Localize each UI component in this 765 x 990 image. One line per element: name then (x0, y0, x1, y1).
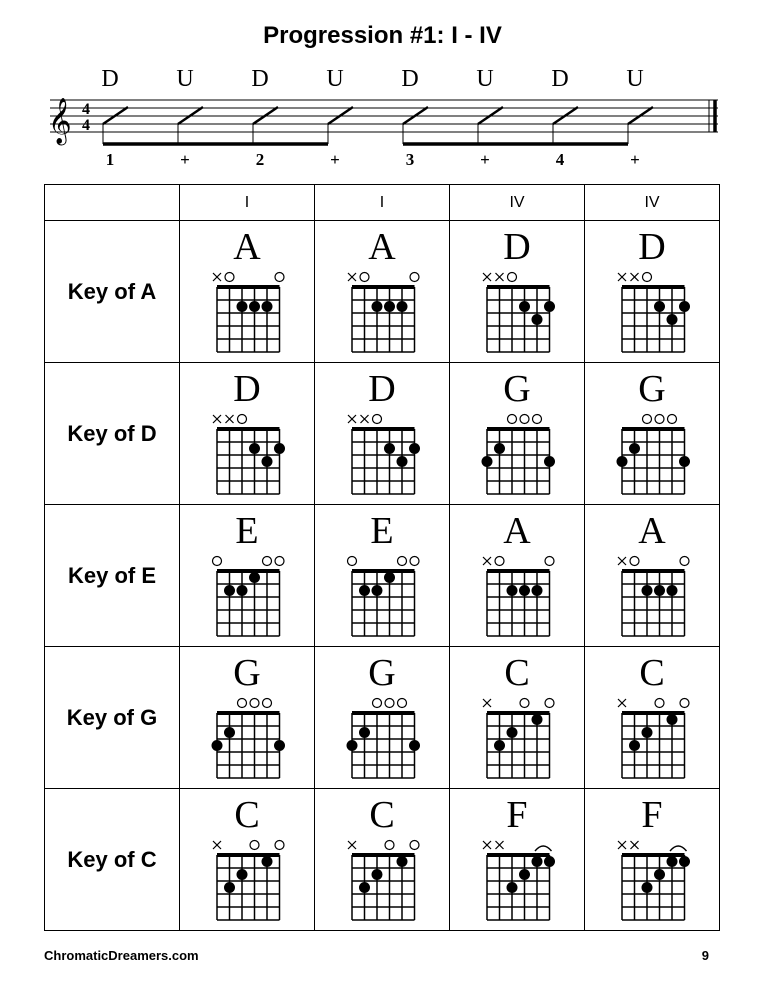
open-string-icon (275, 273, 284, 282)
finger-dot (667, 314, 678, 325)
chord-cell (585, 647, 720, 789)
chord-name: G (233, 652, 261, 694)
open-string-icon (398, 699, 407, 708)
chord-cell (180, 363, 315, 505)
count-label: + (180, 150, 190, 169)
chord-diagram (585, 647, 719, 788)
open-string-icon (275, 557, 284, 566)
count-label: 4 (555, 150, 565, 169)
chord-diagram (180, 647, 314, 788)
page-number: 9 (701, 948, 709, 963)
finger-dot (262, 856, 273, 867)
open-string-icon (520, 415, 529, 424)
chord-name: C (504, 652, 530, 694)
chord-cell (180, 789, 315, 931)
open-string-icon (508, 415, 517, 424)
key-label: Key of C (45, 789, 180, 931)
header-degree: I (180, 185, 315, 221)
header-row (45, 185, 720, 221)
chord-diagram (315, 789, 449, 930)
chord-diagram (585, 363, 719, 504)
finger-dot (359, 882, 370, 893)
key-label: Key of D (45, 363, 180, 505)
finger-dot (249, 301, 260, 312)
open-string-icon (263, 699, 272, 708)
finger-dot (642, 585, 653, 596)
finger-dot (519, 869, 530, 880)
finger-dot (629, 740, 640, 751)
page-title: Progression #1: I - IV (263, 22, 502, 49)
chord-diagram (585, 221, 719, 362)
chord-diagram (315, 647, 449, 788)
finger-dot (384, 443, 395, 454)
treble-clef-icon: 𝄞 (48, 98, 72, 144)
chord-name: F (506, 794, 528, 836)
finger-dot (262, 456, 273, 467)
chord-name: A (638, 510, 666, 552)
open-string-icon (680, 557, 689, 566)
finger-dot (397, 456, 408, 467)
finger-dot (274, 443, 285, 454)
chord-cell (450, 789, 585, 931)
chord-name: F (641, 794, 663, 836)
open-string-icon (495, 557, 504, 566)
chord-cell (450, 221, 585, 363)
finger-dot (519, 301, 530, 312)
finger-dot (249, 572, 260, 583)
chord-cell (180, 647, 315, 789)
chord-name: C (234, 794, 260, 836)
key-label: Key of E (45, 505, 180, 647)
chord-name: C (639, 652, 665, 694)
strum-direction: D (101, 66, 119, 92)
finger-dot (532, 856, 543, 867)
chord-cell (585, 221, 720, 363)
finger-dot (654, 869, 665, 880)
finger-dot (237, 585, 248, 596)
open-string-icon (373, 699, 382, 708)
finger-dot (532, 314, 543, 325)
chord-name: E (235, 510, 259, 552)
chord-diagram (450, 505, 584, 646)
chord-cell (585, 505, 720, 647)
open-string-icon (668, 415, 677, 424)
strum-direction: U (326, 66, 344, 92)
finger-dot (617, 456, 628, 467)
chord-diagram (450, 221, 584, 362)
chord-diagram (315, 221, 449, 362)
finger-dot (679, 456, 690, 467)
header-degree: IV (585, 185, 720, 221)
key-row (45, 363, 720, 505)
chord-name: A (503, 510, 531, 552)
finger-dot (372, 585, 383, 596)
finger-dot (544, 301, 555, 312)
open-string-icon (655, 415, 664, 424)
finger-dot (642, 882, 653, 893)
finger-dot (507, 727, 518, 738)
count-label: + (330, 150, 340, 169)
chord-cell (585, 789, 720, 931)
chord-diagram (450, 789, 584, 930)
open-string-icon (250, 841, 259, 850)
finger-dot (274, 740, 285, 751)
finger-dot (212, 740, 223, 751)
key-label: Key of A (45, 221, 180, 363)
finger-dot (679, 301, 690, 312)
chord-diagram (450, 363, 584, 504)
count-label: 2 (255, 150, 265, 169)
chord-cell (450, 647, 585, 789)
key-label: Key of G (45, 647, 180, 789)
open-string-icon (360, 273, 369, 282)
barre-arc-icon (670, 846, 687, 851)
chord-diagram (450, 647, 584, 788)
chord-cell (315, 363, 450, 505)
finger-dot (519, 585, 530, 596)
finger-dot (237, 301, 248, 312)
chord-name: C (369, 794, 395, 836)
open-string-icon (630, 557, 639, 566)
chord-name: A (368, 226, 396, 268)
chord-cell (315, 221, 450, 363)
finger-dot (409, 443, 420, 454)
finger-dot (507, 585, 518, 596)
open-string-icon (533, 415, 542, 424)
finger-dot (654, 301, 665, 312)
open-string-icon (373, 415, 382, 424)
chord-name: D (503, 226, 531, 268)
strum-direction: D (251, 66, 269, 92)
chord-diagram (180, 505, 314, 646)
chord-cell (315, 789, 450, 931)
header-corner (45, 185, 180, 221)
open-string-icon (655, 699, 664, 708)
finger-dot (359, 585, 370, 596)
chord-name: D (233, 368, 261, 410)
open-string-icon (385, 699, 394, 708)
chord-diagram (585, 505, 719, 646)
strum-direction: U (176, 66, 194, 92)
header-degree: I (315, 185, 450, 221)
strum-direction: D (551, 66, 569, 92)
finger-dot (667, 856, 678, 867)
finger-dot (494, 740, 505, 751)
open-string-icon (250, 699, 259, 708)
time-signature-bottom: 4 (82, 117, 90, 134)
count-label: 1 (105, 150, 115, 169)
open-string-icon (213, 557, 222, 566)
finger-dot (224, 882, 235, 893)
open-string-icon (275, 841, 284, 850)
count-label: + (480, 150, 490, 169)
finger-dot (532, 585, 543, 596)
finger-dot (372, 301, 383, 312)
finger-dot (359, 727, 370, 738)
finger-dot (262, 301, 273, 312)
finger-dot (224, 727, 235, 738)
time-signature-top: 4 (82, 101, 90, 118)
chord-name: D (638, 226, 666, 268)
chord-diagram (180, 363, 314, 504)
finger-dot (397, 301, 408, 312)
open-string-icon (680, 699, 689, 708)
chord-cell (585, 363, 720, 505)
chord-cell (315, 505, 450, 647)
finger-dot (249, 443, 260, 454)
staff-lines (50, 100, 718, 132)
finger-dot (667, 714, 678, 725)
open-string-icon (263, 557, 272, 566)
finger-dot (482, 456, 493, 467)
open-string-icon (238, 699, 247, 708)
chord-diagram (180, 221, 314, 362)
strum-direction: D (401, 66, 419, 92)
chord-diagram (585, 789, 719, 930)
barre-arc-icon (535, 846, 552, 851)
count-label: 3 (405, 150, 415, 169)
chord-cell (180, 505, 315, 647)
open-string-icon (410, 841, 419, 850)
finger-dot (384, 301, 395, 312)
chord-name: A (233, 226, 261, 268)
open-string-icon (225, 273, 234, 282)
finger-dot (679, 856, 690, 867)
chord-cell (450, 505, 585, 647)
chord-cell (315, 647, 450, 789)
chord-name: G (368, 652, 396, 694)
open-string-icon (643, 273, 652, 282)
chord-name: G (503, 368, 531, 410)
chord-name: D (368, 368, 396, 410)
finger-dot (629, 443, 640, 454)
finger-dot (544, 856, 555, 867)
open-string-icon (545, 557, 554, 566)
finger-dot (397, 856, 408, 867)
key-row (45, 505, 720, 647)
key-row (45, 221, 720, 363)
header-degree: IV (450, 185, 585, 221)
open-string-icon (508, 273, 517, 282)
open-string-icon (520, 699, 529, 708)
finger-dot (237, 869, 248, 880)
finger-dot (347, 740, 358, 751)
rhythm-staff (0, 0, 765, 180)
finger-dot (667, 585, 678, 596)
open-string-icon (398, 557, 407, 566)
chord-cell (450, 363, 585, 505)
count-label: + (630, 150, 640, 169)
footer-site[interactable]: ChromaticDreamers.com (44, 948, 199, 963)
open-string-icon (643, 415, 652, 424)
strum-direction: U (476, 66, 494, 92)
finger-dot (532, 714, 543, 725)
finger-dot (494, 443, 505, 454)
finger-dot (409, 740, 420, 751)
open-string-icon (410, 557, 419, 566)
open-string-icon (238, 415, 247, 424)
finger-dot (507, 882, 518, 893)
key-row (45, 647, 720, 789)
chord-cell (180, 221, 315, 363)
open-string-icon (385, 841, 394, 850)
chord-name: G (638, 368, 666, 410)
chord-name: E (370, 510, 394, 552)
chord-table (44, 184, 720, 931)
chord-diagram (315, 505, 449, 646)
finger-dot (384, 572, 395, 583)
open-string-icon (545, 699, 554, 708)
finger-dot (372, 869, 383, 880)
finger-dot (654, 585, 665, 596)
chord-diagram (315, 363, 449, 504)
open-string-icon (348, 557, 357, 566)
finger-dot (224, 585, 235, 596)
strum-direction: U (626, 66, 644, 92)
key-row (45, 789, 720, 931)
chord-diagram (180, 789, 314, 930)
finger-dot (544, 456, 555, 467)
finger-dot (642, 727, 653, 738)
open-string-icon (410, 273, 419, 282)
